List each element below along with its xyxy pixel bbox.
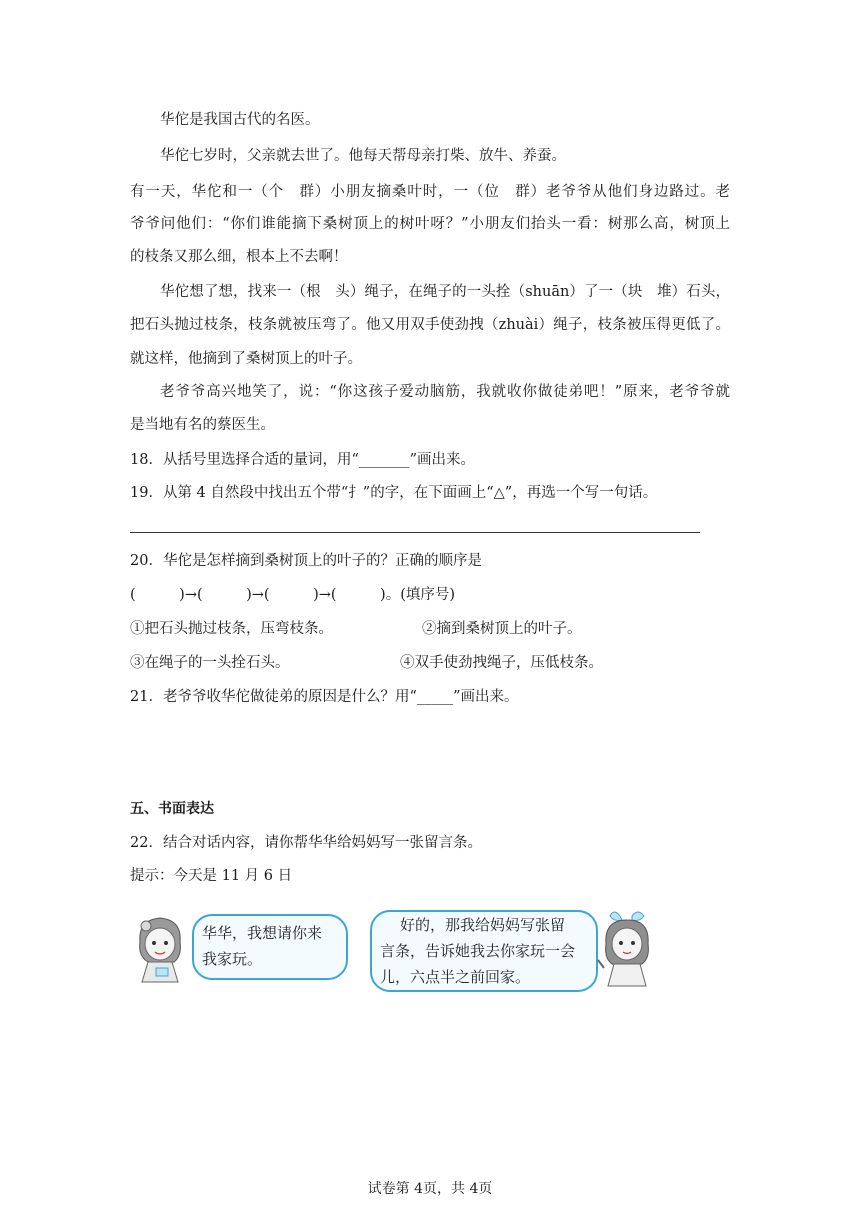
left-bubble-line2: 我家玩。 — [202, 950, 263, 968]
passage-p1: 华佗是我国古代的名医。 — [160, 112, 320, 128]
section-heading: 五、书面表达 — [130, 801, 214, 817]
question-18: 18．从括号里选择合适的量词，用“_______”画出来。 — [130, 452, 476, 468]
question-20: 20．华佗是怎样摘到桑树顶上的叶子的？正确的顺序是 — [130, 553, 482, 569]
question-20-option-3: ③在绳子的一头拴石头。 — [130, 655, 290, 671]
question-21: 21．老爷爷收华佗做徒弟的原因是什么？用“_____”画出来。 — [130, 689, 519, 705]
girl-right-illustration — [596, 908, 658, 988]
answer-line[interactable] — [130, 532, 700, 533]
page-footer: 试卷第 4页，共 4页 — [367, 1181, 493, 1197]
question-20-option-1: ①把石头抛过枝条，压弯枝条。 — [130, 621, 333, 637]
hint-text: 提示：今天是 11 月 6 日 — [130, 868, 293, 884]
passage-p3-line1: 有一天，华佗和一（个 群）小朋友摘桑叶时，一（位 群）老爷爷从他们身边路过。老 — [130, 184, 730, 200]
passage-p3-line2: 爷爷问他们：“你们谁能摘下桑树顶上的树叶呀？”小朋友们抬头一看：树那么高，树顶上 — [130, 216, 730, 232]
passage-p4-line3: 就这样，他摘到了桑树顶上的叶子。 — [130, 351, 362, 367]
left-bubble-line1: 华华，我想请你来 — [202, 924, 323, 942]
question-20-blanks[interactable]: ( )→( )→( )→( )。(填序号) — [130, 587, 456, 603]
passage-p3-line3: 的枝条又那么细，根本上不去啊！ — [130, 249, 348, 265]
passage-p4-line2: 把石头抛过枝条，枝条就被压弯了。他又用双手使劲拽（zhuài）绳子，枝条被压得更低了。 — [130, 317, 730, 333]
passage-p2: 华佗七岁时，父亲就去世了。他每天帮母亲打柴、放牛、养蚕。 — [160, 148, 566, 164]
question-19: 19．从第 4 自然段中找出五个带“扌”的字，在下面画上“△”，再选一个写一句话。 — [130, 485, 658, 501]
passage-p5-line2: 是当地有名的蔡医生。 — [130, 417, 275, 433]
question-22: 22．结合对话内容，请你帮华华给妈妈写一张留言条。 — [130, 835, 482, 851]
passage-p4-line1: 华佗想了想，找来一（根 头）绳子，在绳子的一头拴（shuān）了一（块 堆）石头， — [160, 284, 730, 300]
right-bubble-line3: 儿，六点半之前回家。 — [380, 968, 531, 986]
right-bubble-line1: 好的，那我给妈妈写张留 — [400, 916, 566, 934]
passage-p5-line1: 老爷爷高兴地笑了，说：“你这孩子爱动脑筋，我就收你做徒弟吧！”原来，老爷爷就 — [160, 384, 730, 400]
girl-left-illustration — [126, 912, 196, 984]
question-20-option-4: ④双手使劲拽绳子，压低枝条。 — [400, 655, 603, 671]
question-20-option-2: ②摘到桑树顶上的叶子。 — [422, 621, 582, 637]
right-bubble-line2: 言条，告诉她我去你家玩一会 — [380, 942, 576, 960]
